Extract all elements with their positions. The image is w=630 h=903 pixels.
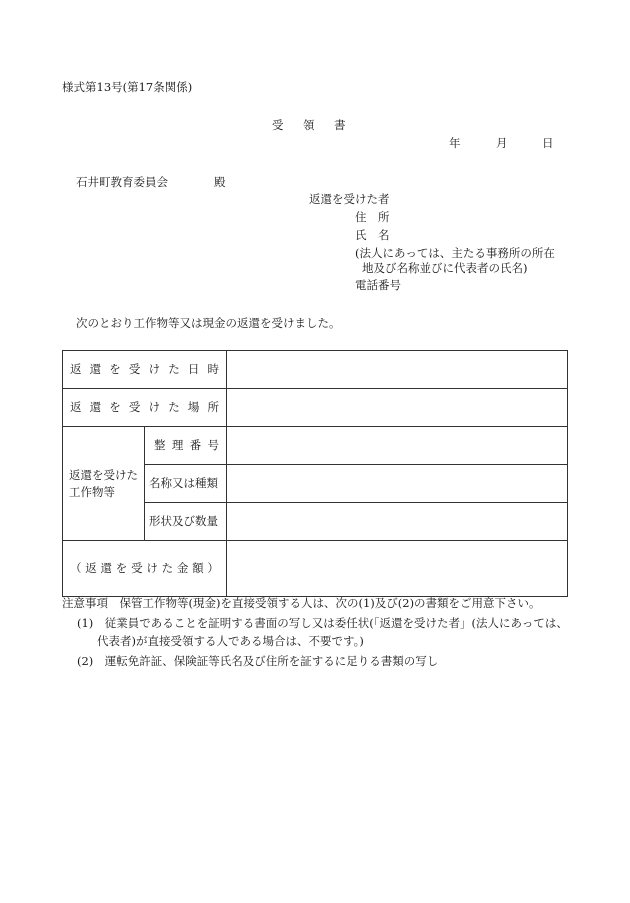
name-or-type-label-cell — [145, 465, 227, 503]
addressee-name: 石井町教育委員会 — [76, 175, 168, 189]
returned-structure-label-cell — [63, 427, 145, 541]
shape-quantity-field[interactable] — [227, 503, 568, 541]
recipient-heading: 返還を受けた者 — [309, 192, 390, 206]
returned-amount-label: （ 返 還 を 受 け た 金 額 ） — [70, 560, 219, 575]
shape-quantity-label: 形状及び数量 — [149, 513, 218, 528]
serial-number-label-cell — [145, 427, 227, 465]
returned-place-field[interactable] — [227, 389, 568, 427]
corp-note-line1: (法人にあっては、主たる事務所の所在 — [355, 246, 555, 260]
addressee-honorific: 殿 — [214, 175, 226, 189]
table-row — [63, 427, 568, 465]
notes-item2: (2) 運転免許証、保険証等氏名及び住所を証するに足りる書類の写し — [77, 654, 439, 668]
name-label: 氏 名 — [355, 228, 390, 242]
page-title: 受 領 書 — [272, 118, 350, 132]
address-label: 住 所 — [355, 210, 390, 224]
returned-place-label: 返 還 を 受 け た 場 所 — [70, 399, 219, 414]
returned-datetime-label: 返 還 を 受 け た 日 時 — [70, 361, 219, 376]
returned-amount-label-cell — [63, 541, 227, 597]
table-row — [63, 389, 568, 427]
returned-amount-field[interactable] — [227, 541, 568, 597]
notes-heading: 注意事項 保管工作物等(現金)を直接受領する人は、次の(1)及び(2)の書類をご用意下さい。 — [62, 596, 541, 610]
returned-structure-label-line1: 返還を受けた — [69, 467, 138, 482]
name-or-type-label: 名称又は種類 — [149, 475, 218, 490]
serial-number-field[interactable] — [227, 427, 568, 465]
corp-note-line2: 地及び名称並びに代表者の氏名) — [362, 261, 528, 275]
returned-structure-label-line2: 工作物等 — [69, 484, 115, 499]
form-number: 様式第13号(第17条関係) — [62, 80, 193, 94]
serial-number-label: 整 理 番 号 — [154, 437, 219, 452]
receipt-table — [62, 350, 568, 597]
date-day-label: 日 — [542, 136, 554, 150]
phone-label: 電話番号 — [355, 278, 401, 292]
returned-datetime-label-cell — [63, 351, 227, 389]
returned-place-label-cell — [63, 389, 227, 427]
date-month-label: 月 — [496, 136, 508, 150]
date-year-label: 年 — [449, 136, 461, 150]
name-or-type-field[interactable] — [227, 465, 568, 503]
shape-quantity-label-cell — [145, 503, 227, 541]
notes-item1-line1: (1) 従業員であることを証明する書面の写し又は委任状(「返還を受けた者」(法人にあっては、 — [77, 616, 568, 630]
statement-text: 次のとおり工作物等又は現金の返還を受けました。 — [76, 316, 341, 330]
returned-datetime-field[interactable] — [227, 351, 568, 389]
table-row — [63, 541, 568, 597]
table-row — [63, 351, 568, 389]
notes-item1-line2: 代表者)が直接受領する人である場合は、不要です。) — [97, 634, 364, 648]
